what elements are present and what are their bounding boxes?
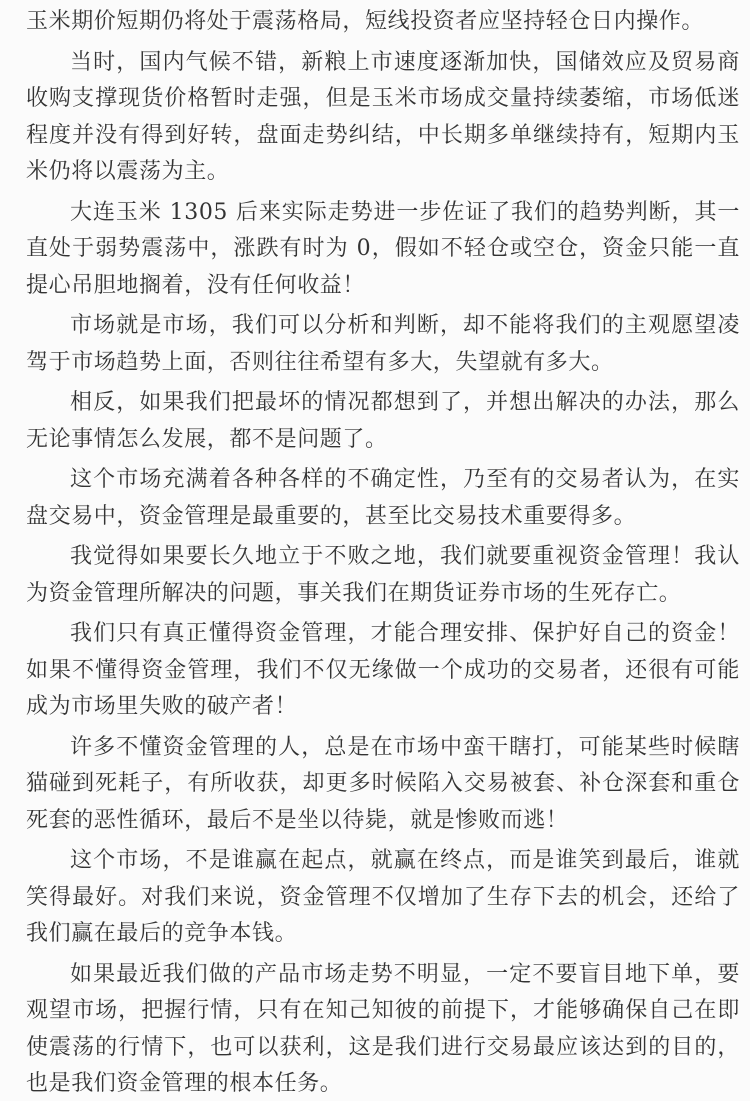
- paragraph-8: 我们只有真正懂得资金管理，才能合理安排、保护好自己的资金！如果不懂得资金管理，我们不仅无缘做一个成功的交易者，还很有可能成为市场里失败的破产者！: [26, 621, 740, 719]
- paragraph-3: 大连玉米 1305 后来实际走势进一步佐证了我们的趋势判断，其一直处于弱势震荡中，涨跌有时为 0，假如不轻仓或空仓，资金只能一直提心吊胆地搁着，没有任何收益！: [26, 199, 740, 298]
- body-text: [26, 4, 740, 1103]
- paragraph-9: 许多不懂资金管理的人，总是在市场中蛮干瞎打，可能某些时候瞎猫碰到死耗子，有所收获，却更多时候陷入交易被套、补仓深套和重仓死套的恶性循环，最后不是坐以待毙，就是惨败而逃！: [26, 734, 740, 833]
- paragraph-6: 这个市场充满着各种各样的不确定性，乃至有的交易者认为，在实盘交易中，资金管理是最重要的，甚至比交易技术重要得多。: [26, 467, 740, 529]
- paragraph-11: 如果最近我们做的产品市场走势不明显，一定不要盲目地下单，要观望市场，把握行情，只有在知己知彼的前提下，才能够确保自己在即使震荡的行情下，也可以获利，这是我们进行交易最应该达到的目的，也是我们资金管理的根本任务。: [26, 961, 740, 1096]
- paragraph-1: 玉米期价短期仍将处于震荡格局，短线投资者应坚持轻仓日内操作。: [26, 9, 705, 34]
- paragraph-2: 当时，国内气候不错，新粮上市速度逐渐加快，国储效应及贸易商收购支撑现货价格暂时走强，但是玉米市场成交量持续萎缩，市场低迷程度并没有得到好转，盘面走势纠结，中长期多单继续持有，短期内玉米仍将以震荡为主。: [26, 49, 740, 184]
- paragraph-10: 这个市场，不是谁赢在起点，就赢在终点，而是谁笑到最后，谁就笑得最好。对我们来说，资金管理不仅增加了生存下去的机会，还给了我们赢在最后的竞争本钱。: [26, 848, 740, 946]
- paragraph-4: 市场就是市场，我们可以分析和判断，却不能将我们的主观愿望凌驾于市场趋势上面，否则往往希望有多大，失望就有多大。: [26, 313, 740, 375]
- paragraph-5: 相反，如果我们把最坏的情况都想到了，并想出解决的办法，那么无论事情怎么发展，都不是问题了。: [26, 390, 740, 452]
- paragraph-7: 我觉得如果要长久地立于不败之地，我们就要重视资金管理！我认为资金管理所解决的问题，事关我们在期货证券市场的生死存亡。: [26, 544, 740, 606]
